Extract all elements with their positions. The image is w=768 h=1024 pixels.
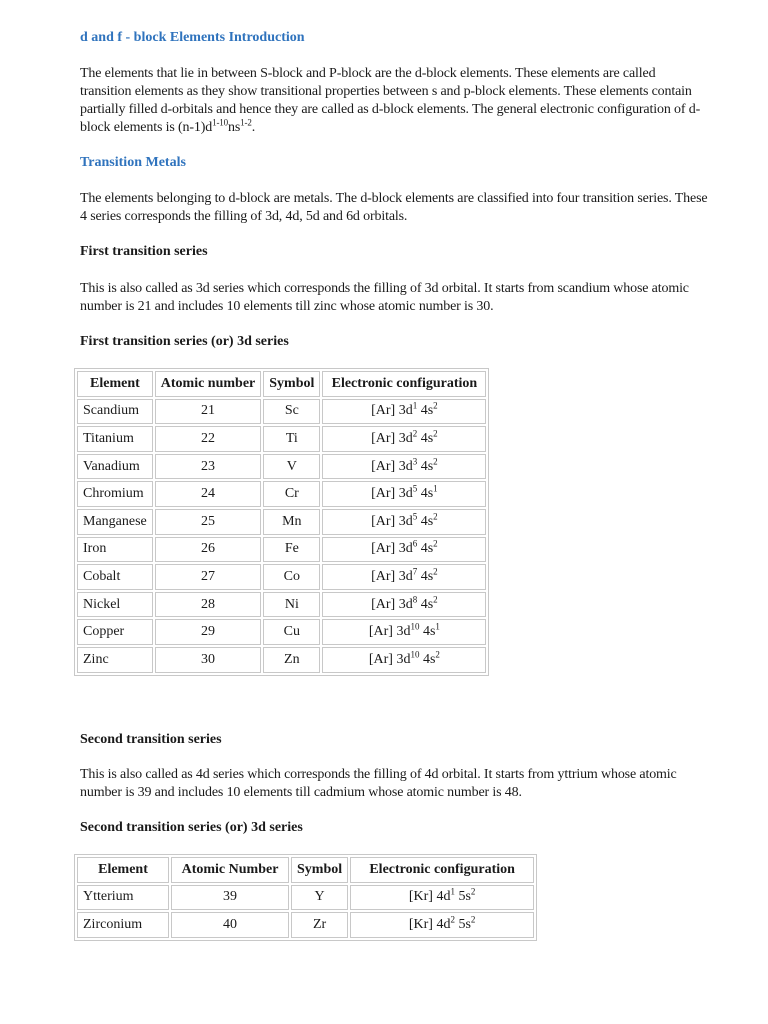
config-d-electrons: 5 [412, 483, 418, 494]
element-symbol: Cr [263, 481, 320, 507]
element-name: Manganese [77, 509, 153, 535]
second-series-heading: Second transition series [80, 732, 222, 747]
electronic-configuration [322, 454, 486, 480]
atomic-number: 30 [155, 647, 262, 673]
config-d-electrons: 10 [410, 621, 420, 632]
intro-sup-d: 1-10 [212, 117, 228, 128]
config-s-electrons: 1 [435, 621, 440, 632]
config-s-electrons: 2 [433, 428, 438, 439]
atomic-number: 27 [155, 564, 262, 590]
config-core: [Ar] 3d [371, 568, 413, 584]
config-d-electrons: 10 [410, 649, 420, 660]
first-series-table [74, 368, 489, 676]
config-s-electrons: 2 [470, 914, 476, 925]
atomic-number: 28 [155, 592, 262, 618]
config-s-orbital: 4s [417, 596, 434, 612]
config-core: [Ar] 3d [371, 596, 413, 612]
second-series-table-caption: Second transition series (or) 3d series [80, 820, 303, 835]
element-name: Iron [77, 537, 153, 563]
table-row [77, 885, 534, 911]
element-symbol: Fe [263, 537, 320, 563]
config-s-orbital: 4s [417, 541, 434, 557]
config-core: [Ar] 3d [371, 403, 413, 419]
config-s-orbital: 4s [417, 568, 434, 584]
element-symbol: Zn [263, 647, 320, 673]
header-element: Element [77, 371, 153, 397]
config-d-electrons: 8 [412, 593, 418, 604]
table-row [77, 647, 486, 673]
table-row [77, 481, 486, 507]
config-s-electrons: 2 [470, 886, 476, 897]
atomic-number: 29 [155, 619, 262, 645]
transition-metals-heading: Transition Metals [80, 155, 186, 170]
element-symbol: Y [291, 885, 348, 911]
element-symbol: Zr [291, 912, 348, 938]
first-series-table-caption: First transition series (or) 3d series [80, 334, 289, 349]
config-s-orbital: 4s [417, 430, 434, 446]
electronic-configuration [322, 426, 486, 452]
config-s-electrons: 2 [433, 593, 438, 604]
config-s-electrons: 2 [433, 455, 438, 466]
electronic-configuration [350, 912, 534, 938]
config-s-electrons: 1 [433, 483, 438, 494]
element-symbol: Co [263, 564, 320, 590]
first-series-paragraph: This is also called as 3d series which corresponds the filling of 3d orbital. It starts from scandium whose atomic number is 21 and includes 10 elements till zinc whose atomic number is 30. [80, 281, 689, 314]
config-core: [Ar] 3d [371, 541, 413, 557]
electronic-configuration [350, 885, 534, 911]
config-s-orbital: 5s [454, 889, 471, 905]
table-row [77, 592, 486, 618]
config-d-electrons: 5 [412, 511, 418, 522]
config-core: [Kr] 4d [408, 916, 451, 932]
element-name: Copper [77, 619, 153, 645]
element-symbol: Ni [263, 592, 320, 618]
header-element: Element [77, 857, 169, 883]
second-series-table [74, 854, 537, 941]
element-name: Chromium [77, 481, 153, 507]
config-core: [Ar] 3d [371, 513, 413, 529]
header-atomic-number: Atomic number [155, 371, 262, 397]
header-symbol: Symbol [263, 371, 320, 397]
element-name: Ytterium [77, 885, 169, 911]
config-core: [Ar] 3d [368, 624, 411, 640]
element-symbol: Ti [263, 426, 320, 452]
header-symbol: Symbol [291, 857, 348, 883]
atomic-number: 39 [171, 885, 289, 911]
element-name: Zirconium [77, 912, 169, 938]
element-name: Titanium [77, 426, 153, 452]
atomic-number: 25 [155, 509, 262, 535]
config-d-electrons: 1 [412, 400, 418, 411]
element-symbol: Cu [263, 619, 320, 645]
electronic-configuration [322, 399, 486, 425]
atomic-number: 24 [155, 481, 262, 507]
atomic-number: 23 [155, 454, 262, 480]
config-s-electrons: 2 [435, 649, 440, 660]
config-core: [Kr] 4d [408, 889, 451, 905]
intro-ns: ns [228, 120, 241, 135]
config-d-electrons: 1 [450, 886, 455, 897]
config-d-electrons: 2 [412, 428, 418, 439]
atomic-number: 21 [155, 399, 262, 425]
element-name: Vanadium [77, 454, 153, 480]
config-s-orbital: 4s [419, 624, 436, 640]
element-symbol: Mn [263, 509, 320, 535]
config-s-electrons: 2 [433, 538, 438, 549]
electronic-configuration [322, 537, 486, 563]
electronic-configuration [322, 564, 486, 590]
config-d-electrons: 2 [450, 914, 455, 925]
intro-sup-s: 1-2 [240, 117, 252, 128]
transition-paragraph: The elements belonging to d-block are metals. The d-block elements are classified into four transition series. These 4 series corresponds the filling of 3d, 4d, 5d and 6d orbitals. [80, 191, 708, 224]
element-name: Scandium [77, 399, 153, 425]
element-symbol: V [263, 454, 320, 480]
config-s-electrons: 2 [433, 566, 438, 577]
header-configuration: Electronic configuration [322, 371, 486, 397]
electronic-configuration [322, 509, 486, 535]
electronic-configuration [322, 481, 486, 507]
config-s-electrons: 2 [433, 511, 438, 522]
intro-end: . [251, 120, 256, 135]
intro-text: The elements that lie in between S-block and P-block are the d-block elements. These elements are called transition elements as they show transitional properties between s and p-block elements. These elements contain partially filled d-orbitals and hence they are called as d-block elements. The general electronic configuration of d-block elements is (n-1)d [80, 66, 701, 135]
table-row [77, 454, 486, 480]
element-name: Cobalt [77, 564, 153, 590]
intro-paragraph [80, 65, 710, 137]
element-name: Nickel [77, 592, 153, 618]
table-header-row [77, 857, 534, 883]
config-core: [Ar] 3d [371, 458, 413, 474]
page-title: d and f - block Elements Introduction [80, 30, 305, 45]
config-core: [Ar] 3d [371, 430, 413, 446]
config-s-orbital: 5s [454, 916, 471, 932]
table-row [77, 619, 486, 645]
table-row [77, 399, 486, 425]
element-symbol: Sc [263, 399, 320, 425]
second-series-paragraph: This is also called as 4d series which corresponds the filling of 4d orbital. It starts from yttrium whose atomic number is 39 and includes 10 elements till cadmium whose atomic number is 48. [80, 767, 677, 800]
config-s-orbital: 4s [419, 651, 436, 667]
table-row [77, 912, 534, 938]
config-s-orbital: 4s [417, 513, 434, 529]
electronic-configuration [322, 592, 486, 618]
config-d-electrons: 3 [412, 455, 418, 466]
config-s-orbital: 4s [417, 403, 434, 419]
table-header-row [77, 371, 486, 397]
config-s-orbital: 4s [417, 486, 434, 502]
table-row [77, 509, 486, 535]
header-atomic-number: Atomic Number [171, 857, 289, 883]
config-s-orbital: 4s [417, 458, 434, 474]
config-core: [Ar] 3d [371, 486, 413, 502]
electronic-configuration [322, 619, 486, 645]
table-row [77, 564, 486, 590]
electronic-configuration [322, 647, 486, 673]
config-s-electrons: 2 [433, 400, 438, 411]
config-d-electrons: 6 [412, 538, 418, 549]
table-row [77, 537, 486, 563]
atomic-number: 26 [155, 537, 262, 563]
atomic-number: 40 [171, 912, 289, 938]
element-name: Zinc [77, 647, 153, 673]
atomic-number: 22 [155, 426, 262, 452]
header-configuration: Electronic configuration [350, 857, 534, 883]
table-row [77, 426, 486, 452]
first-series-heading: First transition series [80, 244, 208, 259]
config-core: [Ar] 3d [368, 651, 411, 667]
config-d-electrons: 7 [412, 566, 418, 577]
